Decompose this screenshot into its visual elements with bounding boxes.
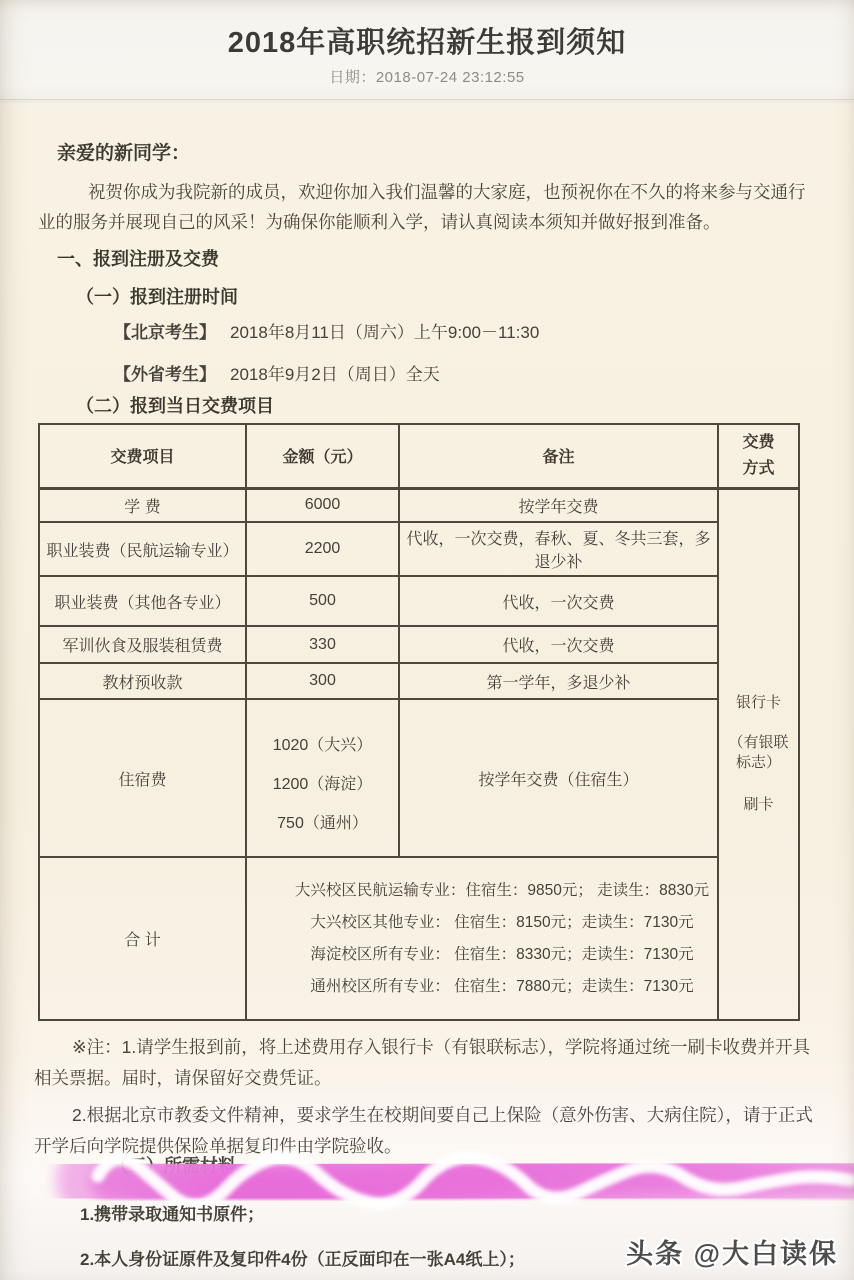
fee-amount: 330 (246, 626, 399, 663)
document-header (0, 0, 854, 100)
reg-text-other: 2018年9月2日（周日）全天 (230, 365, 440, 384)
fee-remark: 按学年交费 (399, 488, 718, 522)
fee-item: 教材预收款 (39, 663, 246, 699)
page-title: 2018年高职统招新生报到须知 (227, 27, 627, 59)
watermark-label: 头条 @大白读保 (626, 1239, 838, 1269)
fee-remark: 第一学年，多退少补 (399, 663, 718, 699)
fee-amount: 2200 (246, 522, 399, 576)
fee-row-accommodation (39, 699, 799, 857)
fee-row-textbook (39, 663, 799, 699)
fee-row-total (39, 857, 799, 1020)
reg-text-beijing: 2018年8月11日（周六）上午9:00－11:30 (230, 323, 540, 342)
note-1: ※注：1.请学生报到前，将上述费用存入银行卡（有银联标志），学院将通过统一刷卡收费并开具相关票据。届时，请保留好交费凭证。 (34, 1037, 811, 1088)
total-label: 合 计 (39, 857, 246, 1020)
fee-table-header-row (39, 424, 799, 488)
fee-item: 军训伙食及服装租赁费 (39, 626, 246, 663)
reg-time-other-province (114, 360, 440, 385)
fee-item: 住宿费 (39, 699, 246, 857)
fee-remark: 按学年交费（住宿生） (399, 699, 718, 857)
fee-remark: 代收，一次交费 (399, 626, 718, 663)
col-header-item: 交费项目 (39, 424, 246, 488)
section1-heading: 一、报到注册及交费 (57, 249, 219, 269)
salutation: 亲爱的新同学： (57, 143, 191, 164)
fee-item: 职业装费（其他各专业） (39, 576, 246, 626)
col-header-amount: 金额（元） (246, 424, 399, 488)
fee-row-tuition (39, 488, 799, 522)
fee-remark: 代收，一次交费，春秋、夏、冬共三套，多退少补 (399, 522, 718, 576)
section1-sub1-heading: （一）报到注册时间 (76, 287, 238, 307)
fee-amount: 6000 (246, 488, 399, 522)
reg-time-beijing (114, 318, 539, 343)
material-item-1: 1.携带录取通知书原件； (80, 1205, 265, 1224)
fee-item: 职业装费（民航运输专业） (39, 522, 246, 576)
note-2: 2.根据北京市教委文件精神，要求学生在校期间要自己上保险（意外伤害、大病住院），请于正式开学后向学院提供保险单据复印件由学院验收。 (34, 1105, 813, 1156)
section1-sub2-heading: （二）报到当日交费项目 (76, 396, 274, 416)
fee-row-uniform-other (39, 576, 799, 626)
col-header-method: 交费 方式 (718, 424, 799, 488)
intro-paragraph: 祝贺你成为我院新的成员，欢迎你加入我们温馨的大家庭，也预祝你在不久的将来参与交通行业的服务并展现自己的风采！为确保你能顺利入学，请认真阅读本须知并做好报到准备。 (38, 182, 806, 232)
payment-method-cell: 银行卡 （有银联标志） 刷卡 (718, 488, 799, 1020)
reg-tag-beijing: 【北京考生】 (114, 323, 216, 342)
section3-heading: （三）所需材料 (110, 1156, 236, 1176)
material-item-2: 2.本人身份证原件及复印件4份（正反面印在一张A4纸上）； (80, 1250, 525, 1269)
fee-row-uniform-aviation (39, 522, 799, 576)
fee-remark: 代收，一次交费 (399, 576, 718, 626)
total-amounts: 大兴校区民航运输专业：住宿生：9850元； 走读生：8830元 大兴校区其他专业： 住宿生：8150元；走读生：7130元 海淀校区所有专业： 住宿生：8330元；走读生：7130元 通州校区所有专业： 住宿生：7880元；走读生：7130元 (246, 857, 718, 1020)
accommodation-amounts: 1020（大兴） 1200（海淀） 750（通州） (246, 699, 399, 857)
fee-amount: 300 (246, 663, 399, 699)
fee-table (38, 423, 800, 1021)
fee-amount: 500 (246, 576, 399, 626)
col-header-remark: 备注 (399, 424, 718, 488)
date-line: 日期：2018-07-24 23:12:55 (329, 69, 525, 86)
reg-tag-other: 【外省考生】 (114, 365, 216, 384)
fee-row-military-training (39, 626, 799, 663)
fee-item: 学 费 (39, 488, 246, 522)
